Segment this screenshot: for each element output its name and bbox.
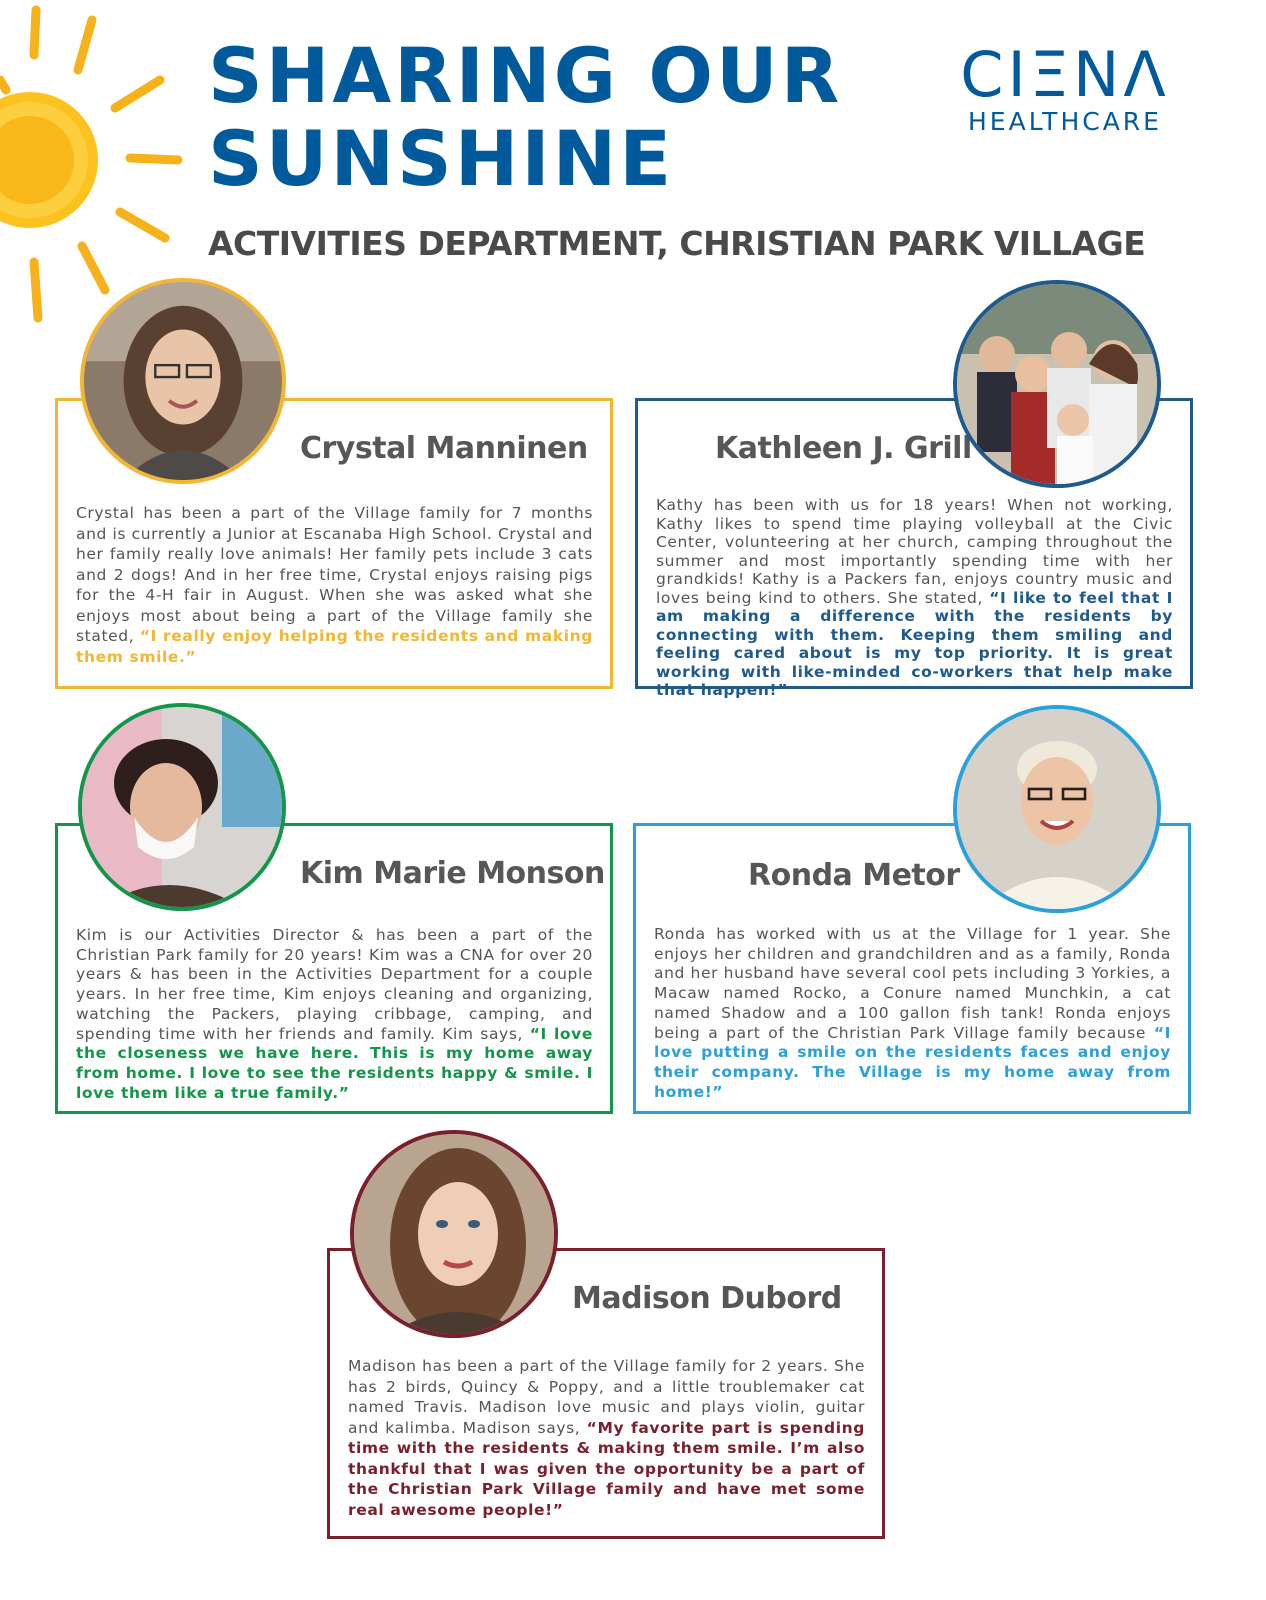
family-photo-icon xyxy=(957,284,1157,484)
profile-photo-crystal xyxy=(80,278,286,484)
page-title xyxy=(208,31,843,203)
person-photo-icon xyxy=(354,1134,554,1334)
logo-subtitle: HEALTHCARE xyxy=(968,107,1162,136)
profile-name: Crystal Manninen xyxy=(300,431,588,466)
logo-wordmark: CIΞNΛ xyxy=(960,38,1170,111)
bio-quote: “I really enjoy helping the residents and making them smile.” xyxy=(76,627,594,666)
bio-quote: “I love putting a smile on the residents faces and enjoy their company. The Village is my home away from home!” xyxy=(654,1023,1171,1101)
bio-quote: “My favorite part is spending time with the residents & making them smile. I’m also thankful that I was given the opportunity be a part of the Christian Park Village family and have met some real awesome people!” xyxy=(348,1418,865,1519)
person-photo-icon xyxy=(82,707,282,907)
profile-photo-kathleen xyxy=(953,280,1161,488)
bio-text: Kathy has been with us for 18 years! When not working, Kathy likes to spend time playing volleyball at the Civic Center, volunteering at her church, camping throughout the summer and most importantly spending time with her grandkids! Kathy is a Packers fan, enjoys country music and loves being kind to others. She stated, xyxy=(656,496,1173,607)
page-subtitle: ACTIVITIES DEPARTMENT, CHRISTIAN PARK VILLAGE xyxy=(208,224,1146,263)
profile-bio xyxy=(76,503,593,667)
profile-name: Kim Marie Monson xyxy=(300,856,605,891)
title-line-2: SUNSHINE xyxy=(208,114,675,203)
profile-photo-madison xyxy=(350,1130,558,1338)
profile-photo-ronda xyxy=(953,705,1161,913)
bio-text: Crystal has been a part of the Village family for 7 months and is currently a Junior at Escanaba High School. Crystal and her family really love animals! Her family pets include 3 cats and 2 dogs! And in her free time, Crystal enjoys raising pigs for the 4-H fair in August. When she was asked what she enjoys most about being a part of the Village family she stated, xyxy=(76,504,593,645)
bio-text: Kim is our Activities Director & has been a part of the Christian Park family for 20 years! Kim was a CNA for over 20 years & has been in the Activities Department for a couple years. In her free time, Kim enjoys cleaning and organizing, watching the Packers, playing cribbage, camping, and spending time with her friends and family. Kim says, xyxy=(76,926,593,1043)
title-line-1: SHARING OUR xyxy=(208,31,843,120)
bio-quote: “I like to feel that I am making a difference with the residents by connecting with them. Keeping them smiling and feeling cared about is my top priority. It is great working with like-minded co-workers that help make that happen!” xyxy=(656,588,1174,699)
bio-quote: “I love the closeness we have here. This is my home away from home. I love to see the residents happy & smile. I love them like a true family.” xyxy=(76,1024,594,1102)
person-photo-icon xyxy=(957,709,1157,909)
ciena-logo xyxy=(940,38,1190,136)
bio-text: Ronda has worked with us at the Village for 1 year. She enjoys her children and grandchildren and as a family, Ronda and her husband have several cool pets including 3 Yorkies, a Macaw named Rocko, a Conure named Munchkin, a cat named Shadow and a 100 gallon fish tank! Ronda enjoys being a part of the Christian Park Village family because xyxy=(654,925,1171,1042)
profile-photo-kim xyxy=(78,703,286,911)
profile-name: Ronda Metor xyxy=(748,858,960,893)
profile-name: Kathleen J. Grill xyxy=(715,431,972,466)
profile-bio xyxy=(654,925,1171,1102)
profile-bio xyxy=(76,926,593,1103)
profile-bio xyxy=(656,496,1173,700)
person-photo-icon xyxy=(84,282,282,480)
bio-text: Madison has been a part of the Village family for 2 years. She has 2 birds, Quincy & Poppy, and a little troublemaker cat named Travis. Madison love music and plays violin, guitar and kalimba. Madison says, xyxy=(348,1357,865,1437)
profile-name: Madison Dubord xyxy=(572,1281,842,1316)
profile-bio xyxy=(348,1356,865,1520)
